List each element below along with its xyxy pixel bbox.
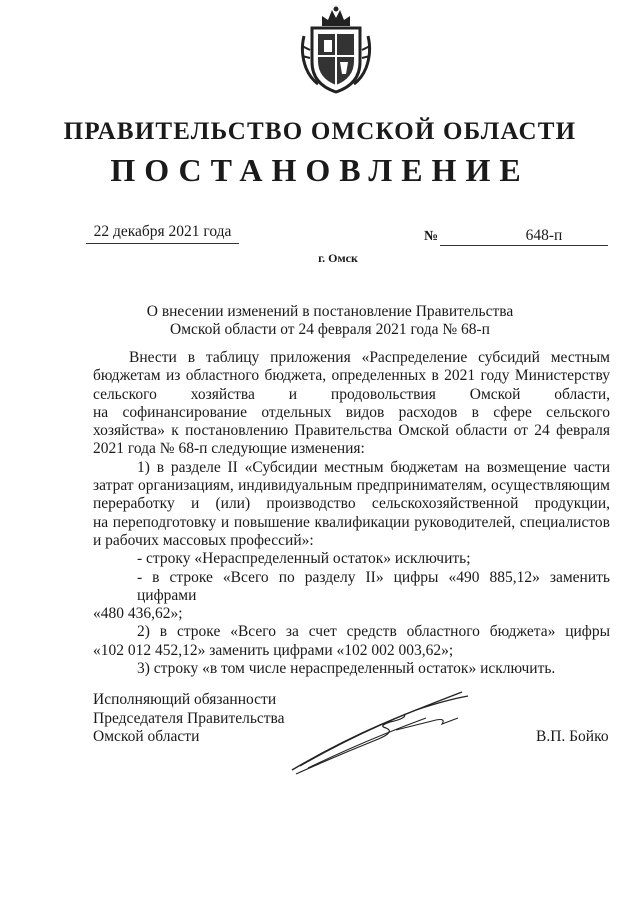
paragraph-item-3 — [93, 660, 610, 678]
text-line: бюджетам из областного бюджета, определенных в 2021 году Министерству — [93, 367, 610, 385]
text-line: и рабочих массовых профессий»: — [93, 531, 314, 549]
decree-number-text: 648-п — [525, 227, 563, 244]
decree-number — [440, 227, 608, 246]
text-line: «102 012 452,12» заменить цифрами «102 002 003,62»; — [93, 641, 454, 659]
decree-subject — [120, 303, 540, 339]
text-line: на переподготовку и повышение квалификации руководителей, специалистов — [93, 513, 610, 531]
document-type-title: ПОСТАНОВЛЕНИЕ — [110, 152, 530, 188]
number-label: № — [424, 229, 439, 244]
decree-body — [93, 349, 610, 678]
position-line: Омской области — [93, 728, 200, 745]
signatory-position — [93, 691, 285, 747]
city-label: г. Омск — [318, 251, 358, 265]
subject-line: О внесении изменений в постановление Правительства — [146, 303, 514, 320]
text-line: «480 436,62»; — [93, 605, 183, 623]
text-line: сельского хозяйства и продовольствия Омской области, — [93, 385, 610, 403]
coat-of-arms-emblem — [298, 6, 374, 94]
text-line: 3) строку «в том числе нераспределенный остаток» исключить. — [137, 660, 556, 678]
decree-date: 22 декабря 2021 года — [86, 223, 239, 244]
position-line: Исполняющий обязанности — [93, 691, 277, 708]
government-title: ПРАВИТЕЛЬСТВО ОМСКОЙ ОБЛАСТИ — [63, 118, 577, 145]
paragraph-subitem-remove-row — [93, 550, 610, 568]
paragraph-item-1 — [93, 459, 610, 550]
position-line: Председателя Правительства — [93, 709, 285, 727]
text-line: 1) в разделе II «Субсидии местным бюджетам на возмещение части — [137, 458, 610, 476]
text-line: на софинансирование отдельных видов расходов в сфере сельского — [93, 403, 610, 421]
handwritten-signature — [286, 688, 476, 778]
paragraph-item-2 — [93, 623, 610, 660]
text-line: 2021 года № 68-п следующие изменения: — [93, 440, 365, 458]
text-line: затрат организациям, индивидуальным предпринимателям, осуществляющим — [93, 477, 610, 495]
text-line: 2) в строке «Всего за счет средств областного бюджета» цифры — [137, 623, 610, 641]
text-line: - в строке «Всего по разделу II» цифры «490 885,12» заменить цифрами — [137, 568, 610, 604]
signatory-name: В.П. Бойко — [536, 728, 609, 745]
subject-line: Омской области от 24 февраля 2021 года № 68-п — [170, 321, 490, 338]
text-line: хозяйства» к постановлению Правительства Омской области от 24 февраля — [93, 422, 610, 440]
paragraph-subitem-replace-figures — [93, 569, 610, 624]
text-line: переработку и (или) производство сельскохозяйственной продукции, — [93, 495, 610, 513]
text-line: Внести в таблицу приложения «Распределение субсидий местным — [129, 349, 610, 366]
text-line: - строку «Нераспределенный остаток» исключить; — [137, 550, 471, 568]
paragraph-intro — [93, 349, 610, 459]
